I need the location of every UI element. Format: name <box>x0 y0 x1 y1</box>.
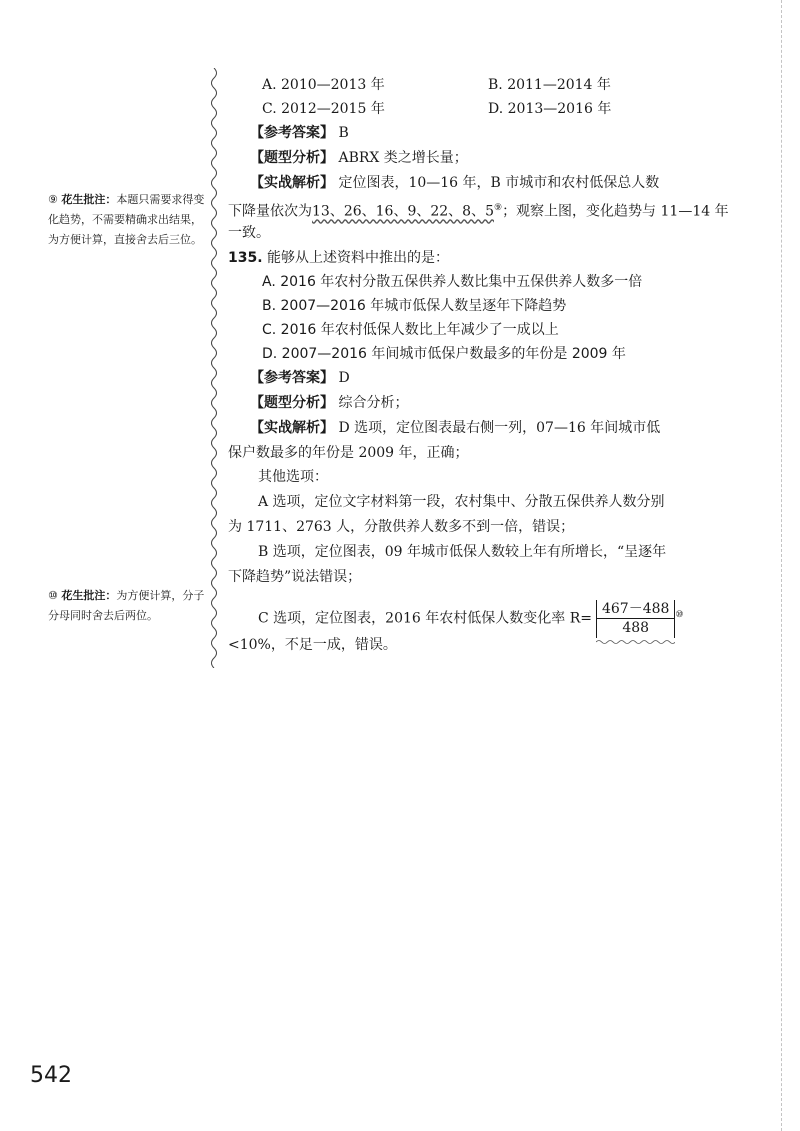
fraction-numerator: 467－488 <box>596 600 675 619</box>
footnote-ref-10: ⑩ <box>675 610 684 620</box>
others-heading: 其他选项： <box>258 469 328 485</box>
question-135-stem <box>228 249 449 267</box>
option-a: A. 2010—2013 年 <box>262 77 385 93</box>
q135-analysis-line-2: 保户数最多的年份是 2009 年，正确； <box>228 445 469 461</box>
option-b-explanation-cont: 下降趋势”说法错误； <box>228 569 362 585</box>
note-text: 为方便计算，分子分母同时舍去后两位。 <box>48 589 205 622</box>
footnote-ref-9: ⑨ <box>493 203 503 213</box>
question-number: 135. <box>228 250 263 266</box>
note-label: 花生批注： <box>61 193 117 206</box>
answer-value: D <box>338 370 350 386</box>
type-row <box>250 149 468 167</box>
note-text: 本题只需要求得变化趋势，不需要精确求出结果，为方便计算，直接舍去后三位。 <box>48 193 205 246</box>
analysis-text: 定位图表，10—16 年，B 市城市和农村低保总人数 <box>338 175 660 191</box>
q135-option-d: D. 2007—2016 年间城市低保户数最多的年份是 2009 年 <box>262 346 626 362</box>
type-value: 综合分析； <box>338 395 409 411</box>
analysis-values: 13、26、16、9、22、8、5 <box>312 203 494 220</box>
q135-option-a: A. 2016 年农村分散五保供养人数比集中五保供养人数多一倍 <box>262 274 643 290</box>
q135-option-b: B. 2007—2016 年城市低保人数呈逐年下降趋势 <box>262 298 567 314</box>
type-value: ABRX 类之增长量； <box>338 150 468 166</box>
option-a-explanation: A 选项，定位文字材料第一段，农村集中、分散五保供养人数分别 <box>258 494 665 510</box>
option-d: D. 2013—2016 年 <box>488 101 612 117</box>
q135-answer-row <box>250 369 350 387</box>
note-marker: ⑨ <box>48 193 58 206</box>
type-label: 【题型分析】 <box>250 150 334 166</box>
analysis-line-2 <box>228 199 729 221</box>
option-c-explanation <box>258 596 684 638</box>
abs-bar-left <box>596 600 597 638</box>
option-a-explanation-cont: 为 1711、2763 人，分散供养人数多不到一倍，错误； <box>228 519 575 535</box>
fraction-denominator: 488 <box>622 620 650 637</box>
analysis-text: 下降量依次为 <box>228 203 312 220</box>
analysis-text: ；观察上图，变化趋势与 11—14 年 <box>502 203 729 220</box>
answer-label: 【参考答案】 <box>250 125 334 141</box>
option-b-explanation: B 选项，定位图表，09 年城市低保人数较上年有所增长，“呈逐年 <box>258 544 667 560</box>
analysis-text: D 选项，定位图表最右侧一列，07—16 年间城市低 <box>338 420 661 436</box>
fraction-wavy-underline <box>596 639 675 645</box>
note-label: 花生批注： <box>61 589 117 602</box>
page-number: 542 <box>30 1063 72 1088</box>
option-c-text: C 选项，定位图表，2016 年农村低保人数变化率 R= <box>258 610 592 627</box>
answer-value: B <box>338 125 349 141</box>
analysis-row <box>250 174 659 192</box>
note-marker: ⑩ <box>48 589 58 602</box>
answer-row <box>250 124 349 142</box>
option-b: B. 2011—2014 年 <box>488 77 611 93</box>
question-text: 能够从上述资料中推出的是： <box>267 250 449 266</box>
option-c: C. 2012—2015 年 <box>262 101 385 117</box>
answer-label: 【参考答案】 <box>250 370 334 386</box>
type-label: 【题型分析】 <box>250 395 334 411</box>
analysis-label: 【实战解析】 <box>250 175 334 191</box>
q135-option-c: C. 2016 年农村低保人数比上年减少了一成以上 <box>262 322 559 338</box>
analysis-label: 【实战解析】 <box>250 420 334 436</box>
option-c-explanation-cont: <10%，不足一成，错误。 <box>228 637 397 653</box>
abs-bar-right <box>674 600 675 638</box>
q135-analysis-row <box>250 419 660 437</box>
change-rate-fraction <box>596 600 675 637</box>
analysis-line-3: 一致。 <box>228 225 270 241</box>
q135-type-row <box>250 394 408 412</box>
